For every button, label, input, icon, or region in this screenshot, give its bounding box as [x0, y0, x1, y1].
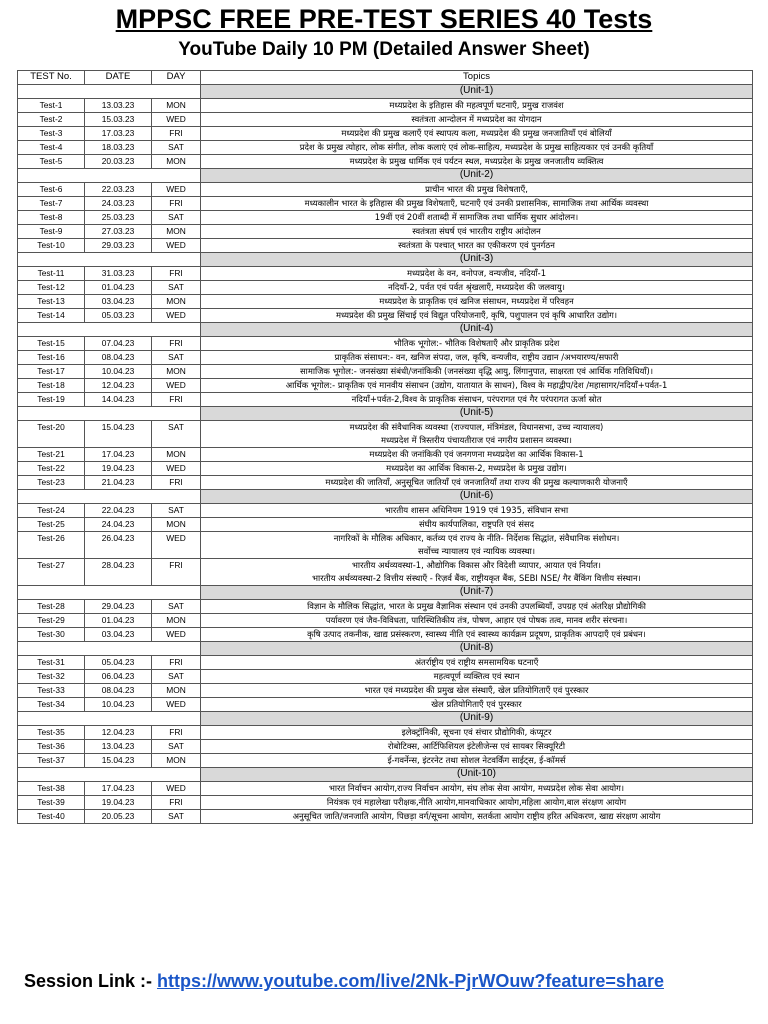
- unit-row: [18, 490, 753, 504]
- unit-row: [18, 768, 753, 782]
- day-cell: WED: [152, 698, 201, 712]
- day-cell: WED: [152, 309, 201, 323]
- test-number-cell: Test-6: [18, 183, 85, 197]
- date-cell: 28.04.23: [85, 559, 152, 586]
- test-number-cell: Test-40: [18, 810, 85, 824]
- date-cell: 03.04.23: [85, 295, 152, 309]
- schedule-body: [18, 85, 753, 824]
- unit-label: (Unit-1): [201, 85, 753, 99]
- day-cell: SAT: [152, 281, 201, 295]
- unit-row-blank: [18, 586, 201, 600]
- table-row: [18, 379, 753, 393]
- topic-line: मध्यप्रदेश के प्राकृतिक एवं खनिज संसाधन, मध्यप्रदेश में परिवहन: [379, 296, 574, 306]
- topic-line: अंतर्राष्ट्रीय एवं राष्ट्रीय समसामयिक घटनाएँ: [414, 657, 539, 667]
- date-cell: 01.04.23: [85, 614, 152, 628]
- date-cell: 25.03.23: [85, 211, 152, 225]
- table-row: [18, 532, 753, 559]
- test-number-cell: Test-8: [18, 211, 85, 225]
- date-cell: 12.04.23: [85, 726, 152, 740]
- column-header-day: DAY: [152, 71, 201, 85]
- unit-label: (Unit-10): [201, 768, 753, 782]
- day-cell: FRI: [152, 337, 201, 351]
- unit-label: (Unit-7): [201, 586, 753, 600]
- date-cell: 15.04.23: [85, 754, 152, 768]
- topic-line: भारतीय अर्थव्यवस्था-2 वित्तीय संस्थाएँ - रिज़र्व बैंक, राष्ट्रीयकृत बैंक, SEBI NSE/ गैर बैंकिंग वित्तीय संस्थान।: [312, 572, 641, 583]
- table-row: [18, 782, 753, 796]
- table-row: [18, 504, 753, 518]
- test-number-cell: Test-38: [18, 782, 85, 796]
- day-cell: WED: [152, 628, 201, 642]
- date-cell: 31.03.23: [85, 267, 152, 281]
- test-number-cell: Test-16: [18, 351, 85, 365]
- session-link-line: [24, 968, 664, 994]
- test-number-cell: Test-25: [18, 518, 85, 532]
- date-cell: 10.04.23: [85, 365, 152, 379]
- unit-row-blank: [18, 169, 201, 183]
- date-cell: 29.04.23: [85, 600, 152, 614]
- unit-label: (Unit-3): [201, 253, 753, 267]
- unit-label: (Unit-6): [201, 490, 753, 504]
- session-link-label: Session Link :-: [24, 971, 158, 991]
- test-number-cell: Test-34: [18, 698, 85, 712]
- topic-cell: [201, 351, 753, 365]
- topic-cell: [201, 782, 753, 796]
- topic-cell: [201, 197, 753, 211]
- topic-cell: [201, 600, 753, 614]
- test-number-cell: Test-21: [18, 448, 85, 462]
- table-row: [18, 211, 753, 225]
- test-number-cell: Test-15: [18, 337, 85, 351]
- test-number-cell: Test-17: [18, 365, 85, 379]
- date-cell: 15.04.23: [85, 421, 152, 448]
- day-cell: SAT: [152, 670, 201, 684]
- topic-cell: [201, 113, 753, 127]
- topic-line: मध्यप्रदेश में त्रिस्तरीय पंचायतीराज एवं नगरीय प्रशासन व्यवस्था।: [381, 434, 572, 445]
- topic-cell: [201, 448, 753, 462]
- day-cell: WED: [152, 239, 201, 253]
- unit-row: [18, 253, 753, 267]
- unit-row: [18, 586, 753, 600]
- date-cell: 08.04.23: [85, 684, 152, 698]
- topic-cell: [201, 337, 753, 351]
- date-cell: 17.03.23: [85, 127, 152, 141]
- topic-cell: [201, 183, 753, 197]
- topic-line: प्राकृतिक संसाधन:- वन, खनिज संपदा, जल, कृषि, वन्यजीव, राष्ट्रीय उद्यान /अभयारण्य/सफारी: [334, 352, 619, 362]
- date-cell: 17.04.23: [85, 448, 152, 462]
- test-number-cell: Test-7: [18, 197, 85, 211]
- date-cell: 17.04.23: [85, 782, 152, 796]
- session-link[interactable]: https://www.youtube.com/live/2Nk-PjrWOuw?feature=share: [157, 971, 664, 991]
- table-row: [18, 559, 753, 586]
- unit-row-blank: [18, 253, 201, 267]
- table-row: [18, 670, 753, 684]
- day-cell: WED: [152, 183, 201, 197]
- unit-row-blank: [18, 712, 201, 726]
- day-cell: MON: [152, 155, 201, 169]
- unit-row-blank: [18, 490, 201, 504]
- test-number-cell: Test-22: [18, 462, 85, 476]
- day-cell: WED: [152, 379, 201, 393]
- topic-line: मध्यप्रदेश की जातियाँ, अनुसूचित जातियाँ एवं जनजातियाँ तथा राज्य की प्रमुख कल्याणकारी योजनाएँ: [325, 477, 628, 487]
- unit-label: (Unit-8): [201, 642, 753, 656]
- day-cell: SAT: [152, 141, 201, 155]
- day-cell: FRI: [152, 726, 201, 740]
- unit-label: (Unit-2): [201, 169, 753, 183]
- table-row: [18, 754, 753, 768]
- topic-cell: [201, 532, 753, 559]
- test-number-cell: Test-9: [18, 225, 85, 239]
- table-row: [18, 113, 753, 127]
- test-number-cell: Test-32: [18, 670, 85, 684]
- table-header-row: [18, 71, 753, 85]
- test-number-cell: Test-24: [18, 504, 85, 518]
- test-number-cell: Test-2: [18, 113, 85, 127]
- day-cell: MON: [152, 99, 201, 113]
- topic-cell: [201, 518, 753, 532]
- topic-cell: [201, 421, 753, 448]
- topic-line: भौतिक भूगोल:- भौतिक विशेषताएँ और प्राकृतिक प्रदेश: [393, 338, 560, 348]
- test-number-cell: Test-10: [18, 239, 85, 253]
- topic-line: रोबोटिक्स, आर्टिफिशियल इंटेलीजेन्स एवं सायबर सिक्यूरिटी: [387, 741, 566, 751]
- topic-line: कृषि उत्पाद तकनीक, खाद्य प्रसंस्करण, स्वास्थ्य नीति एवं स्वास्थ्य कार्यक्रम प्रदूषण, प्राकृतिक आपदाएँ एवं प्रबंधन।: [307, 629, 646, 639]
- table-row: [18, 518, 753, 532]
- day-cell: MON: [152, 295, 201, 309]
- date-cell: 20.05.23: [85, 810, 152, 824]
- topic-line: नदियाँ-2, पर्वत एवं पर्वत श्रृंखलाएँ, मध्यप्रदेश की जलवायु।: [388, 282, 565, 292]
- topic-cell: [201, 281, 753, 295]
- day-cell: MON: [152, 754, 201, 768]
- topic-cell: [201, 141, 753, 155]
- date-cell: 22.03.23: [85, 183, 152, 197]
- date-cell: 21.04.23: [85, 476, 152, 490]
- unit-row-blank: [18, 407, 201, 421]
- test-number-cell: Test-20: [18, 421, 85, 448]
- topic-line: भारतीय शासन अधिनियम 1919 एवं 1935, संविधान सभा: [384, 505, 569, 515]
- table-row: [18, 197, 753, 211]
- table-row: [18, 281, 753, 295]
- test-number-cell: Test-14: [18, 309, 85, 323]
- topic-line: स्वतंत्रता संघर्ष एवं भारतीय राष्ट्रीय आंदोलन: [412, 226, 541, 236]
- schedule-table: [17, 70, 753, 824]
- test-number-cell: Test-26: [18, 532, 85, 559]
- day-cell: SAT: [152, 211, 201, 225]
- table-row: [18, 225, 753, 239]
- topic-line: सर्वोच्च न्यायालय एवं न्यायिक व्यवस्था।: [417, 545, 536, 556]
- topic-line: इलेक्ट्रॉनिकी, सूचना एवं संचार प्रौद्योगिकी, कंप्यूटर: [401, 727, 552, 737]
- page-subtitle: YouTube Daily 10 PM (Detailed Answer Sheet): [178, 39, 590, 60]
- test-number-cell: Test-29: [18, 614, 85, 628]
- topic-cell: [201, 99, 753, 113]
- table-row: [18, 99, 753, 113]
- table-row: [18, 614, 753, 628]
- date-cell: 13.04.23: [85, 740, 152, 754]
- test-number-cell: Test-11: [18, 267, 85, 281]
- day-cell: MON: [152, 448, 201, 462]
- day-cell: MON: [152, 684, 201, 698]
- topic-line: मध्यप्रदेश की संवैधानिक व्यवस्था (राज्यपाल, मंत्रिमंडल, विधानसभा, उच्च न्यायालय): [349, 422, 604, 432]
- table-row: [18, 239, 753, 253]
- day-cell: SAT: [152, 351, 201, 365]
- unit-row: [18, 642, 753, 656]
- topic-line: ई-गवर्नेन्स, इंटरनेट तथा सोशल नेटवर्किंग साईट्स, ई-कॉमर्स: [387, 755, 566, 765]
- topic-cell: [201, 295, 753, 309]
- table-row: [18, 698, 753, 712]
- topic-line: मध्यप्रदेश की प्रमुख सिंचाई एवं विद्युत परियोजनाएँ, कृषि, पशुपालन एवं कृषि आधारित उद्योग।: [335, 310, 618, 320]
- topic-line: मध्यप्रदेश के वन, वनोपज, वन्यजीव, नदियाँ-1: [406, 268, 547, 278]
- table-row: [18, 421, 753, 448]
- day-cell: FRI: [152, 656, 201, 670]
- unit-row: [18, 712, 753, 726]
- date-cell: 10.04.23: [85, 698, 152, 712]
- topic-line: भारत एवं मध्यप्रदेश की प्रमुख खेल संस्थाएँ, खेल प्रतियोगिताएँ एवं पुरस्कार: [364, 685, 589, 695]
- topic-line: विज्ञान के मौलिक सिद्धांत, भारत के प्रमुख वैज्ञानिक संस्थान एवं उनकी उपलब्धियाँ, उपग्रह एवं अंतरिक्ष प्रौद्योगिकी: [307, 601, 646, 611]
- unit-row-blank: [18, 85, 201, 99]
- day-cell: SAT: [152, 600, 201, 614]
- test-number-cell: Test-1: [18, 99, 85, 113]
- topic-cell: [201, 462, 753, 476]
- topic-line: मध्यकालीन भारत के इतिहास की प्रमुख विशेषताएँ, घटनाएँ एवं उनकी प्रशासनिक, सामाजिक तथा आर्थिक व्यवस्था: [304, 198, 649, 208]
- topic-cell: [201, 796, 753, 810]
- test-number-cell: Test-30: [18, 628, 85, 642]
- topic-cell: [201, 225, 753, 239]
- day-cell: FRI: [152, 267, 201, 281]
- test-number-cell: Test-5: [18, 155, 85, 169]
- day-cell: MON: [152, 365, 201, 379]
- column-header-date: DATE: [85, 71, 152, 85]
- date-cell: 22.04.23: [85, 504, 152, 518]
- topic-cell: [201, 239, 753, 253]
- day-cell: FRI: [152, 127, 201, 141]
- test-number-cell: Test-28: [18, 600, 85, 614]
- day-cell: WED: [152, 462, 201, 476]
- day-cell: WED: [152, 113, 201, 127]
- date-cell: 12.04.23: [85, 379, 152, 393]
- topic-cell: [201, 211, 753, 225]
- date-cell: 19.04.23: [85, 462, 152, 476]
- day-cell: SAT: [152, 421, 201, 448]
- topic-cell: [201, 698, 753, 712]
- topic-line: नियंत्रक एवं महालेखा परीक्षक,नीति आयोग,मानवाधिकार आयोग,महिला आयोग,बाल संरक्षण आयोग: [326, 797, 627, 807]
- table-row: [18, 337, 753, 351]
- day-cell: FRI: [152, 393, 201, 407]
- day-cell: MON: [152, 518, 201, 532]
- topic-line: 19वीं एवं 20वीं शताब्दी में सामाजिक तथा धार्मिक सुधार आंदोलन।: [374, 212, 579, 222]
- unit-row: [18, 85, 753, 99]
- topic-cell: [201, 628, 753, 642]
- date-cell: 29.03.23: [85, 239, 152, 253]
- unit-row-blank: [18, 642, 201, 656]
- date-cell: 01.04.23: [85, 281, 152, 295]
- topic-cell: [201, 684, 753, 698]
- date-cell: 19.04.23: [85, 796, 152, 810]
- topic-cell: [201, 476, 753, 490]
- topic-cell: [201, 656, 753, 670]
- table-row: [18, 656, 753, 670]
- topic-cell: [201, 127, 753, 141]
- topic-line: मध्यप्रदेश की जनांकिकी एवं जनगणना मध्यप्रदेश का आर्थिक विकास-1: [369, 449, 584, 459]
- table-row: [18, 462, 753, 476]
- date-cell: 05.03.23: [85, 309, 152, 323]
- date-cell: 20.03.23: [85, 155, 152, 169]
- table-row: [18, 448, 753, 462]
- topic-cell: [201, 393, 753, 407]
- date-cell: 26.04.23: [85, 532, 152, 559]
- topic-line: मध्यप्रदेश का आर्थिक विकास-2, मध्यप्रदेश के प्रमुख उद्योग।: [386, 463, 567, 473]
- topic-cell: [201, 155, 753, 169]
- day-cell: MON: [152, 614, 201, 628]
- date-cell: 18.03.23: [85, 141, 152, 155]
- table-row: [18, 600, 753, 614]
- topic-cell: [201, 810, 753, 824]
- unit-row: [18, 323, 753, 337]
- test-number-cell: Test-36: [18, 740, 85, 754]
- date-cell: 24.04.23: [85, 518, 152, 532]
- topic-line: मध्यप्रदेश के इतिहास की महत्वपूर्ण घटनाएँ, प्रमुख राजवंश: [389, 100, 564, 110]
- table-row: [18, 628, 753, 642]
- topic-line: प्राचीन भारत की प्रमुख विशेषताएँ,: [425, 184, 528, 194]
- test-number-cell: Test-27: [18, 559, 85, 586]
- topic-line: आर्थिक भूगोल:- प्राकृतिक एवं मानवीय संसाधन (उद्योग, यातायात के साधन), विश्व के महाद्वीप/देश /महासागर/नदियाँ+पर्वत-1: [285, 380, 668, 390]
- test-number-cell: Test-4: [18, 141, 85, 155]
- topic-line: स्वतंत्रता के पश्चात् भारत का एकीकरण एवं पुनर्गठन: [398, 240, 555, 250]
- table-row: [18, 183, 753, 197]
- table-row: [18, 796, 753, 810]
- column-header-topics: Topics: [201, 71, 753, 85]
- test-number-cell: Test-3: [18, 127, 85, 141]
- unit-row: [18, 169, 753, 183]
- topic-cell: [201, 740, 753, 754]
- topic-cell: [201, 365, 753, 379]
- table-row: [18, 393, 753, 407]
- topic-cell: [201, 504, 753, 518]
- table-row: [18, 155, 753, 169]
- date-cell: 14.04.23: [85, 393, 152, 407]
- day-cell: WED: [152, 782, 201, 796]
- topic-cell: [201, 309, 753, 323]
- table-row: [18, 476, 753, 490]
- unit-label: (Unit-9): [201, 712, 753, 726]
- test-number-cell: Test-19: [18, 393, 85, 407]
- date-cell: 05.04.23: [85, 656, 152, 670]
- day-cell: FRI: [152, 197, 201, 211]
- page-title: MPPSC FREE PRE-TEST SERIES 40 Tests: [115, 4, 653, 34]
- test-number-cell: Test-37: [18, 754, 85, 768]
- unit-row-blank: [18, 323, 201, 337]
- test-number-cell: Test-35: [18, 726, 85, 740]
- topic-line: मध्यप्रदेश के प्रमुख धार्मिक एवं पर्यटन स्थल, मध्यप्रदेश के प्रमुख जनजातीय व्यक्तित्व: [349, 156, 604, 166]
- date-cell: 07.04.23: [85, 337, 152, 351]
- day-cell: SAT: [152, 504, 201, 518]
- day-cell: WED: [152, 532, 201, 559]
- date-cell: 06.04.23: [85, 670, 152, 684]
- topic-line: संघीय कार्यपालिका, राष्ट्रपति एवं संसद: [418, 519, 535, 529]
- table-row: [18, 141, 753, 155]
- topic-cell: [201, 559, 753, 586]
- topic-cell: [201, 754, 753, 768]
- topic-cell: [201, 379, 753, 393]
- topic-line: नागरिकों के मौलिक अधिकार, कर्तव्य एवं राज्य के नीति- निर्देशक सिद्धांत, संवैधानिक संशोधन।: [333, 533, 620, 543]
- test-number-cell: Test-12: [18, 281, 85, 295]
- test-number-cell: Test-23: [18, 476, 85, 490]
- day-cell: SAT: [152, 810, 201, 824]
- date-cell: 03.04.23: [85, 628, 152, 642]
- table-row: [18, 295, 753, 309]
- topic-cell: [201, 267, 753, 281]
- topic-line: महत्वपूर्ण व्यक्तित्व एवं स्थान: [433, 671, 520, 681]
- test-number-cell: Test-31: [18, 656, 85, 670]
- test-number-cell: Test-18: [18, 379, 85, 393]
- day-cell: FRI: [152, 476, 201, 490]
- date-cell: 13.03.23: [85, 99, 152, 113]
- table-row: [18, 740, 753, 754]
- topic-cell: [201, 670, 753, 684]
- table-row: [18, 684, 753, 698]
- table-row: [18, 127, 753, 141]
- day-cell: MON: [152, 225, 201, 239]
- topic-line: खेल प्रतियोगिताएँ एवं पुरस्कार: [431, 699, 522, 709]
- test-number-cell: Test-39: [18, 796, 85, 810]
- date-cell: 24.03.23: [85, 197, 152, 211]
- unit-label: (Unit-5): [201, 407, 753, 421]
- unit-label: (Unit-4): [201, 323, 753, 337]
- topic-line: स्वतंत्रता आन्दोलन में मध्यप्रदेश का योगदान: [411, 114, 542, 124]
- table-row: [18, 810, 753, 824]
- date-cell: 15.03.23: [85, 113, 152, 127]
- topic-cell: [201, 726, 753, 740]
- test-number-cell: Test-13: [18, 295, 85, 309]
- topic-line: प्रदेश के प्रमुख त्योहार, लोक संगीत, लोक कलाएं एवं लोक-साहित्य, मध्यप्रदेश के प्रमुख साहित्यकार एवं उनकी कृतियाँ: [299, 142, 654, 152]
- test-number-cell: Test-33: [18, 684, 85, 698]
- unit-row: [18, 407, 753, 421]
- table-row: [18, 351, 753, 365]
- unit-row-blank: [18, 768, 201, 782]
- topic-line: मध्यप्रदेश की प्रमुख कलाएँ एवं स्थापत्य कला, मध्यप्रदेश की प्रमुख जनजातियाँ एवं बोलियाँ: [341, 128, 612, 138]
- topic-line: नदियाँ+पर्वत-2,विश्व के प्राकृतिक संसाधन, परंपरागत एवं गैर परंपरागत ऊर्जा स्रोत: [351, 394, 602, 404]
- topic-line: सामाजिक भूगोल:- जनसंख्या संबंधी/जनांकिकी (जनसंख्या वृद्धि आयु, लिंगानुपात, साक्षरता एवं आर्थिक गतिविधियाँ)।: [300, 366, 653, 376]
- table-row: [18, 365, 753, 379]
- table-row: [18, 726, 753, 740]
- topic-line: पर्यावरण एवं जैव-विविधता, पारिस्थितिकीय तंत्र, पोषण, आहार एवं पोषक तत्व, मानव शरीर संरचना।: [325, 615, 628, 625]
- column-header-test-no: TEST No.: [18, 71, 85, 85]
- day-cell: SAT: [152, 740, 201, 754]
- date-cell: 27.03.23: [85, 225, 152, 239]
- date-cell: 08.04.23: [85, 351, 152, 365]
- table-row: [18, 309, 753, 323]
- topic-line: भारतीय अर्थव्यवस्था-1, औद्योगिक विकास और विदेशी व्यापार, आयात एवं निर्यात।: [352, 560, 601, 570]
- topic-cell: [201, 614, 753, 628]
- topic-line: अनुसूचित जाति/जनजाति आयोग, पिछड़ा वर्ग/सूचना आयोग, सतर्कता आयोग राष्ट्रीय हरित अधिकरण, खाद्य संरक्षण आयोग: [292, 811, 661, 821]
- topic-line: भारत निर्वाचन आयोग,राज्य निर्वाचन आयोग, संघ लोक सेवा आयोग, मध्यप्रदेश लोक सेवा आयोग।: [328, 783, 625, 793]
- day-cell: FRI: [152, 559, 201, 586]
- table-row: [18, 267, 753, 281]
- day-cell: FRI: [152, 796, 201, 810]
